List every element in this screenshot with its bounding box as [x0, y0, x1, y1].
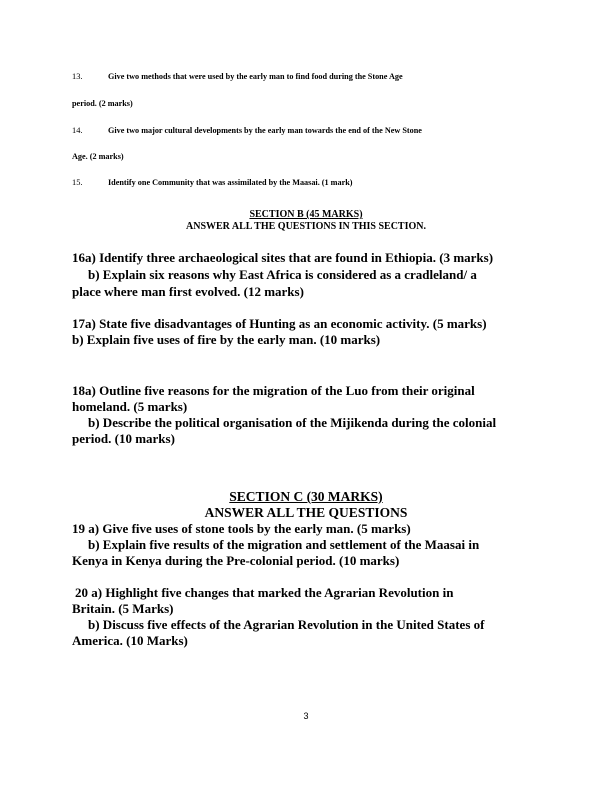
question-13-continuation: period. (2 marks) [72, 99, 133, 108]
section-c-title: SECTION C (30 MARKS) [229, 489, 383, 504]
question-20a-continuation: Britain. (5 Marks) [72, 601, 174, 616]
question-text: Identify one Community that was assimilated by the Maasai. (1 mark) [108, 178, 353, 187]
question-number: 14. [72, 126, 83, 135]
question-20b-continuation: America. (10 Marks) [72, 633, 188, 648]
question-19b-continuation: Kenya in Kenya during the Pre-colonial period. (10 marks) [72, 553, 400, 568]
question-number: 15. [72, 178, 83, 187]
question-15 [72, 178, 353, 187]
question-17a: 17a) State five disadvantages of Hunting as an economic activity. (5 marks) [72, 316, 487, 331]
question-19b: b) Explain five results of the migration and settlement of the Maasai in [88, 537, 480, 552]
section-b-title: SECTION B (45 MARKS) [249, 209, 363, 220]
question-20a: 20 a) Highlight five changes that marked the Agrarian Revolution in [75, 585, 454, 600]
question-18a-continuation: homeland. (5 marks) [72, 399, 188, 414]
question-number: 13. [72, 72, 83, 81]
question-19a: 19 a) Give five uses of stone tools by the early man. (5 marks) [72, 521, 411, 536]
question-14-continuation: Age. (2 marks) [72, 152, 124, 161]
question-18b: b) Describe the political organisation of the Mijikenda during the colonial [88, 415, 497, 430]
page-number: 3 [303, 711, 309, 721]
section-b-instruction: ANSWER ALL THE QUESTIONS IN THIS SECTION. [186, 221, 426, 232]
question-14 [72, 126, 422, 135]
question-18a: 18a) Outline five reasons for the migration of the Luo from their original [72, 383, 475, 398]
question-20b: b) Discuss five effects of the Agrarian Revolution in the United States of [88, 617, 485, 632]
question-13 [72, 72, 403, 81]
question-17b: b) Explain five uses of fire by the early man. (10 marks) [72, 332, 381, 347]
question-16b: b) Explain six reasons why East Africa is considered as a cradleland/ a [88, 267, 477, 282]
section-c-instruction: ANSWER ALL THE QUESTIONS [204, 505, 408, 520]
question-text: Give two methods that were used by the early man to find food during the Stone Age [108, 72, 403, 81]
question-16a: 16a) Identify three archaeological sites that are found in Ethiopia. (3 marks) [72, 250, 494, 265]
question-text: Give two major cultural developments by the early man towards the end of the New Stone [108, 126, 422, 135]
question-16b-continuation: place where man first evolved. (12 marks) [72, 284, 304, 299]
question-18b-continuation: period. (10 marks) [72, 431, 175, 446]
